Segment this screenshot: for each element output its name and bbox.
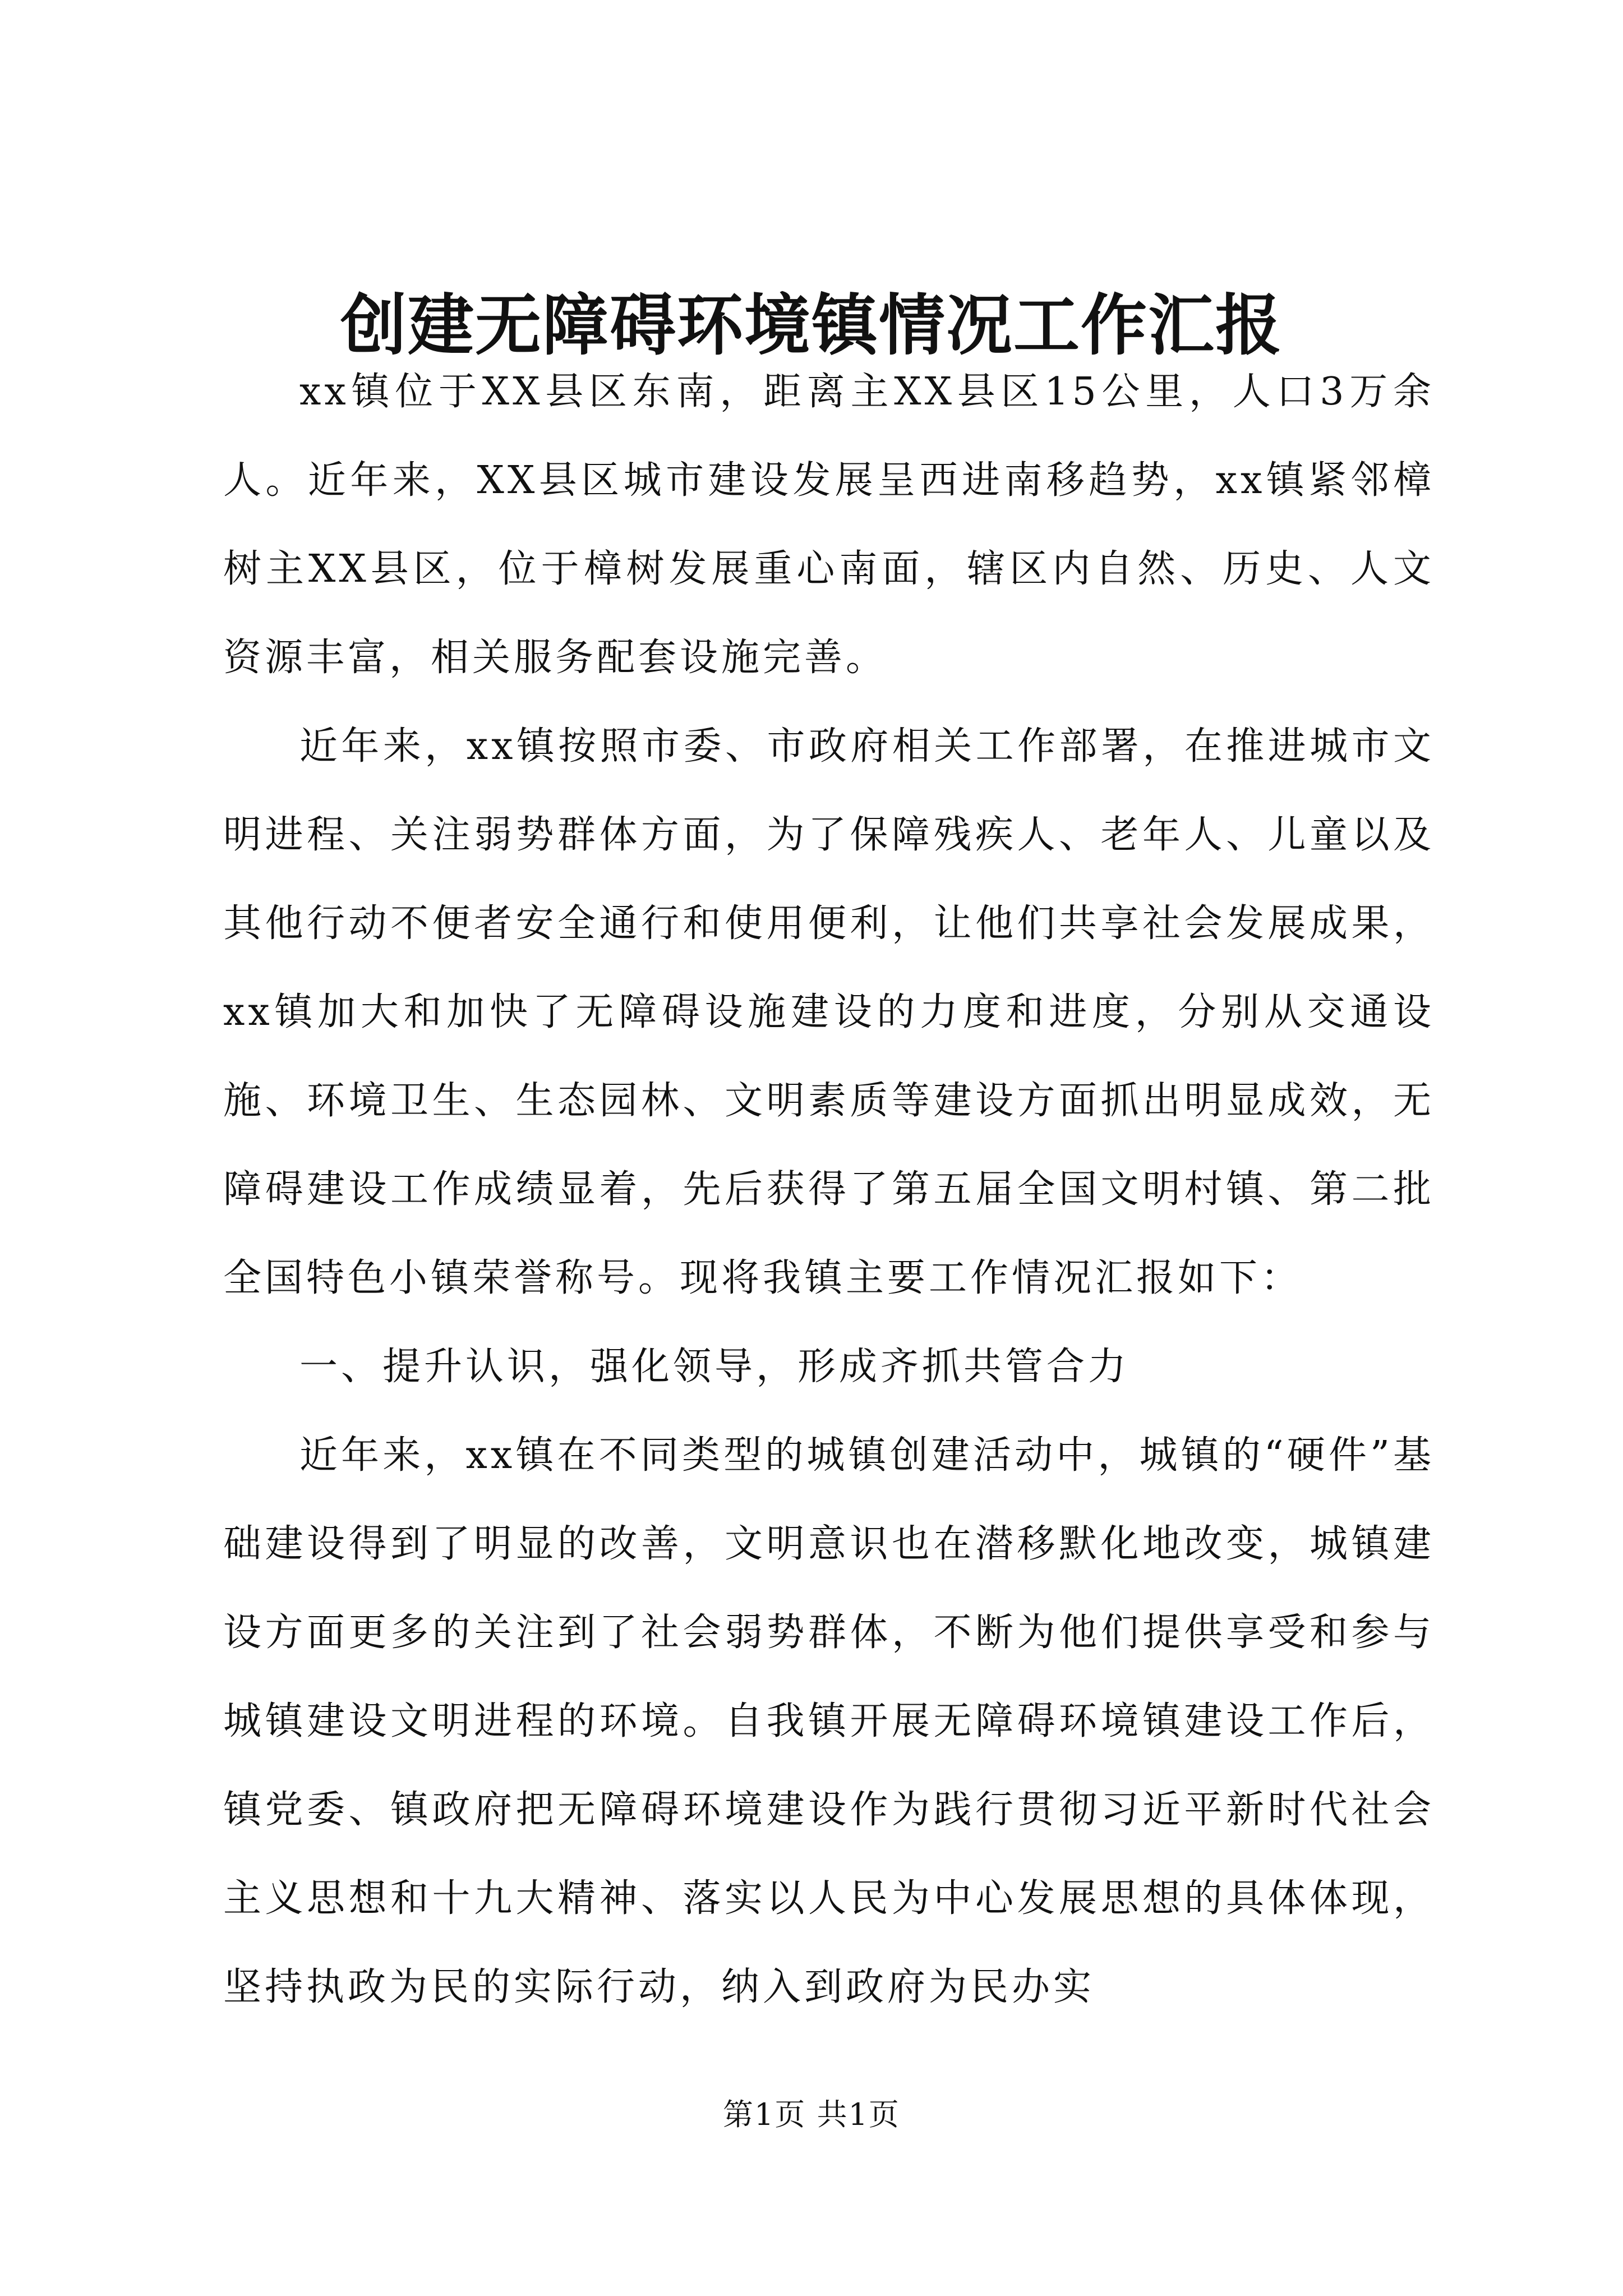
paragraph-section-1: 近年来，xx镇在不同类型的城镇创建活动中，城镇的“硬件”基础建设得到了明显的改善，文明意识也在潜移默化地改变，城镇建设方面更多的关注到了社会弱势群体，不断为他们提供享受和参与城镇建设文明进程的环境。自我镇开展无障碍环境镇建设工作后，镇党委、镇政府把无障碍环境建设作为践行贯彻习近平新时代社会主义思想和十九大精神、落实以人民为中心发展思想的具体体现，坚持执政为民的实际行动，纳入到政府为民办实: [223, 1433, 1435, 2009]
page-number-footer: 第1页 共1页: [723, 2097, 900, 2132]
paragraph-intro: xx镇位于XX县区东南，距离主XX县区15公里，人口3万余人。近年来，XX县区城市建设发展呈西进南移趋势，xx镇紧邻樟树主XX县区，位于樟树发展重心南面，辖区内自然、历史、人文资源丰富，相关服务配套设施完善。: [223, 370, 1435, 680]
paragraph-overview: 近年来，xx镇按照市委、市政府相关工作部署，在推进城市文明进程、关注弱势群体方面，为了保障残疾人、老年人、儿童以及其他行动不便者安全通行和使用便利，让他们共享社会发展成果，xx镇加大和加快了无障碍设施建设的力度和进度，分别从交通设施、环境卫生、生态园林、文明素质等建设方面抓出明显成效，无障碍建设工作成绩显着，先后获得了第五届全国文明村镇、第二批全国特色小镇荣誉称号。现将我镇主要工作情况汇报如下：: [223, 724, 1435, 1300]
document-title: 创建无障碍环境镇情况工作汇报: [340, 286, 1283, 364]
section-heading-1: 一、提升认识，强化领导，形成齐抓共管合力: [299, 1345, 1130, 1389]
document-body: [223, 348, 1435, 2032]
